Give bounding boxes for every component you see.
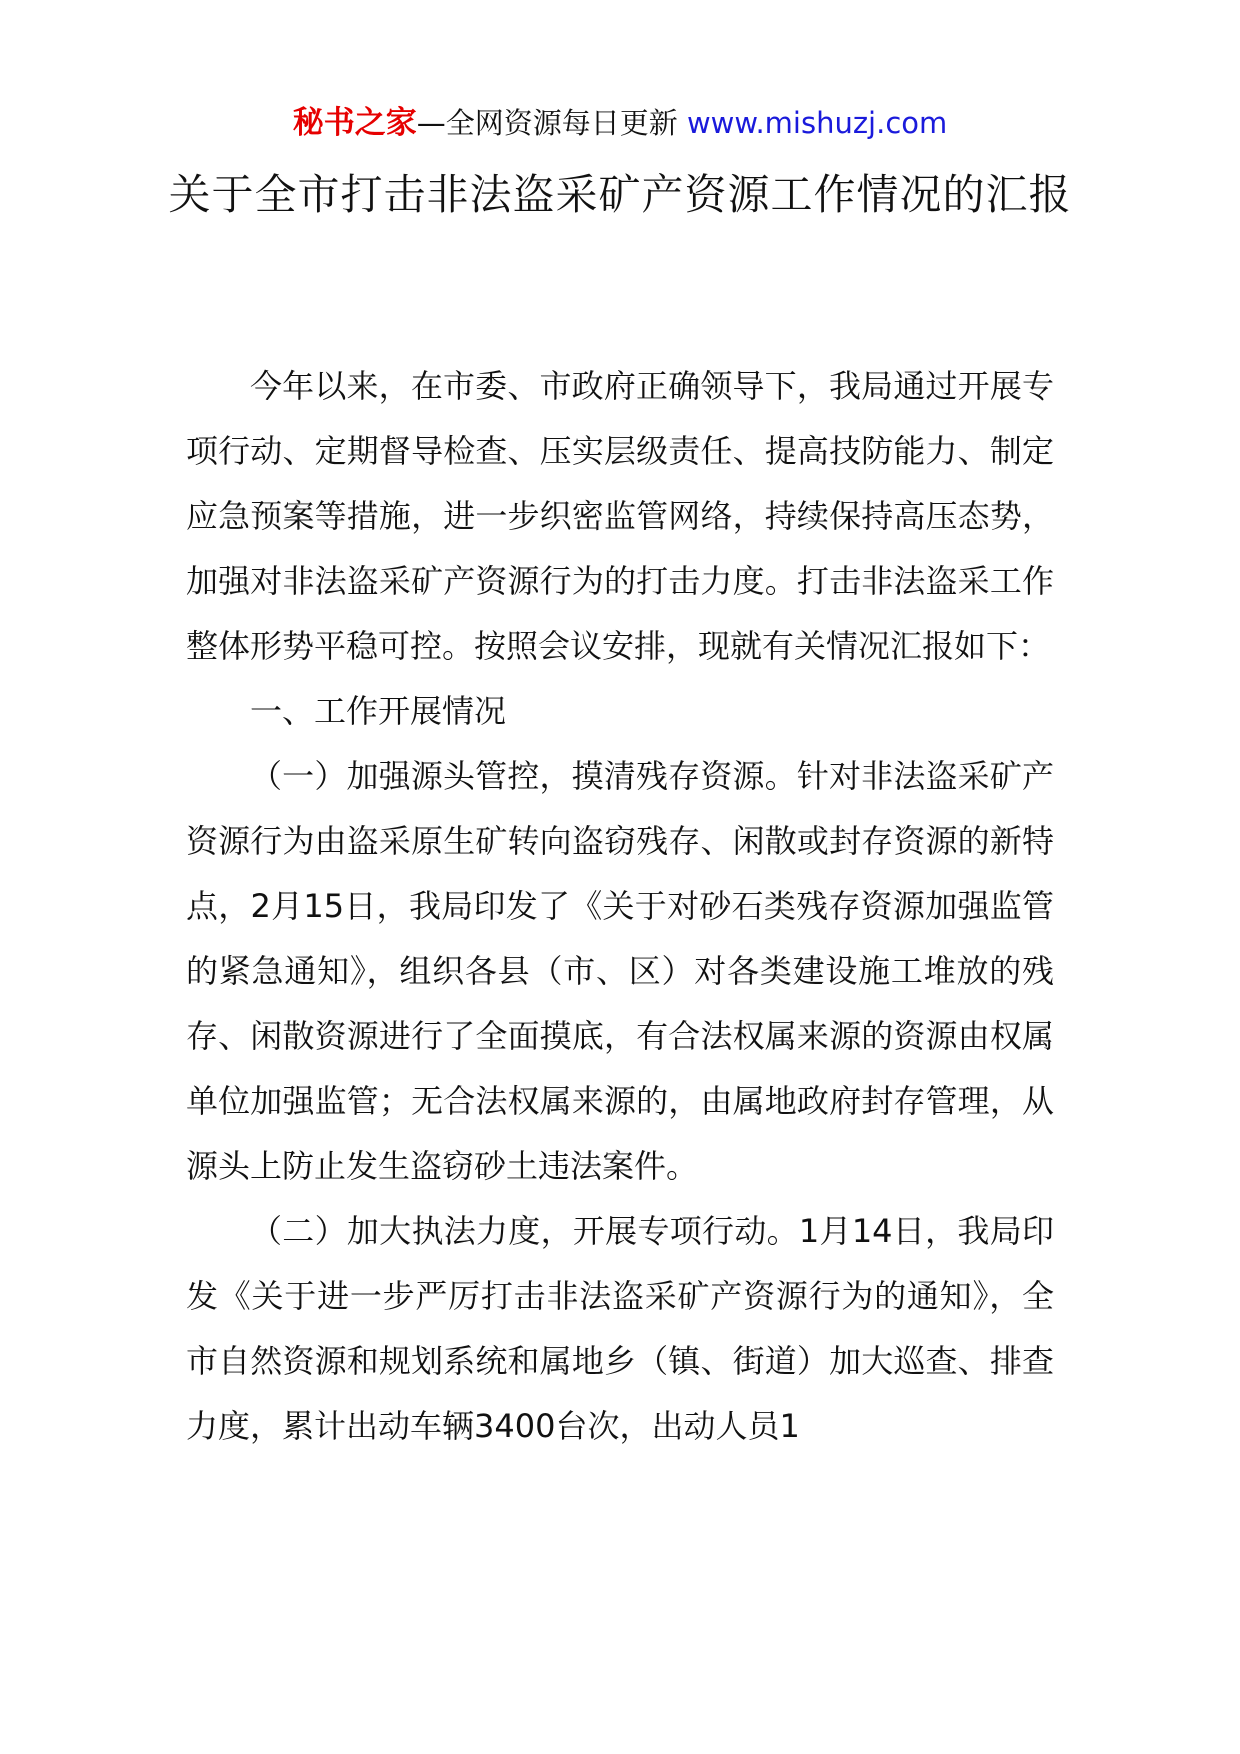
paragraph-source-control: （一）加强源头管控，摸清残存资源。针对非法盗采矿产资源行为由盗采原生矿转向盗窃残存、闲散或封存资源的新特点，2月15日，我局印发了《关于对砂石类残存资源加强监管的紧急通知》，组织各县（市、区）对各类建设施工堆放的残存、闲散资源进行了全面摸底，有合法权属来源的资源由权属单位加强监管；无合法权属来源的，由属地政府封存管理，从源头上防止发生盗窃砂土违法案件。: [186, 757, 1054, 1185]
banner-tagline: —全网资源每日更新: [416, 106, 678, 140]
paragraph-intro: 今年以来，在市委、市政府正确领导下，我局通过开展专项行动、定期督导检查、压实层级责任、提高技防能力、制定应急预案等措施，进一步织密监管网络，持续保持高压态势，加强对非法盗采矿产资源行为的打击力度。打击非法盗采工作整体形势平稳可控。按照会议安排，现就有关情况汇报如下：: [186, 367, 1054, 665]
section-heading-1: 一、工作开展情况: [250, 692, 507, 730]
document-body: [186, 354, 1054, 1459]
document-title: 关于全市打击非法盗采矿产资源工作情况的汇报: [168, 170, 1072, 219]
paragraph-enforcement: （二）加大执法力度，开展专项行动。1月14日，我局印发《关于进一步严厉打击非法盗采矿产资源行为的通知》，全市自然资源和规划系统和属地乡（镇、街道）加大巡查、排查力度，累计出动车辆3400台次，出动人员1: [186, 1212, 1054, 1445]
brand-name: 秘书之家: [292, 105, 417, 141]
site-banner: [0, 103, 1240, 143]
site-url-link[interactable]: www.mishuzj.com: [686, 106, 948, 140]
